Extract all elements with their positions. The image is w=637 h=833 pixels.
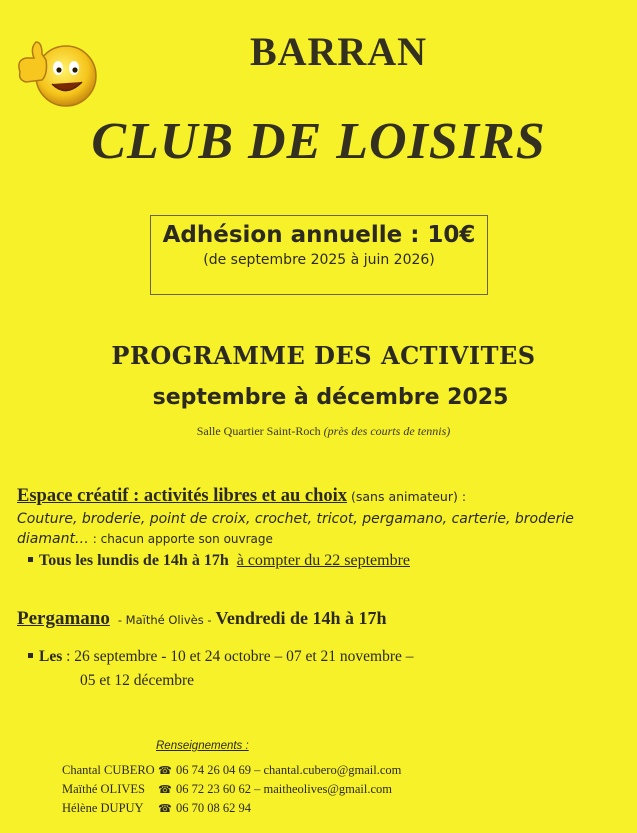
contact-row	[62, 782, 392, 797]
pergamano-dates	[28, 648, 414, 666]
phone-icon: ☎	[158, 783, 172, 796]
contact-details: 06 72 23 60 62 – maitheolives@gmail.com	[176, 782, 392, 796]
info-heading: Renseignements :	[156, 740, 249, 752]
contact-name: Chantal CUBERO	[62, 763, 155, 777]
espace-title: Espace créatif : activités libres et au choix	[17, 486, 348, 506]
membership-box	[150, 215, 488, 295]
membership-period: (de septembre 2025 à juin 2026)	[203, 252, 435, 268]
espace-activities	[17, 509, 627, 549]
program-title: PROGRAMME DES ACTIVITES	[111, 341, 536, 370]
membership-fee: Adhésion annuelle : 10€	[162, 222, 476, 248]
contact-details: 06 70 08 62 94	[176, 801, 251, 815]
espace-start-date: à compter du 22 septembre	[236, 552, 410, 569]
contact-name: Hélène DUPUY	[62, 801, 144, 815]
venue	[0, 424, 637, 439]
espace-activity-list: Couture, broderie, point de croix, crochet, tricot, pergamano, carterie, broderie diamant…	[17, 511, 574, 547]
pergamano-dates-line2: 05 et 12 décembre	[80, 672, 195, 689]
espace-activity-note: : chacun apporte son ouvrage	[88, 532, 273, 546]
contact-row	[62, 763, 401, 778]
espace-schedule	[28, 552, 410, 570]
contact-row	[62, 801, 251, 816]
espace-schedule-days: Tous les lundis de 14h à 17h	[39, 552, 229, 569]
pergamano-host: - Maïthé Olivès -	[117, 613, 212, 627]
phone-icon: ☎	[158, 802, 172, 815]
venue-name: Salle Quartier Saint-Roch	[196, 424, 321, 438]
pergamano-time: Vendredi de 14h à 17h	[215, 608, 387, 628]
pergamano-dates-line1: : 26 septembre - 10 et 24 octobre – 07 et 21 novembre –	[62, 648, 414, 665]
pergamano-heading	[17, 608, 387, 630]
espace-heading	[17, 486, 466, 507]
town-title: BARRAN	[249, 29, 428, 74]
contact-details: 06 74 26 04 69 – chantal.cubero@gmail.com	[176, 763, 402, 777]
phone-icon: ☎	[158, 764, 172, 777]
espace-note: (sans animateur) :	[347, 489, 467, 504]
square-bullet-icon	[28, 557, 33, 562]
club-title: CLUB DE LOISIRS	[91, 113, 546, 170]
square-bullet-icon	[28, 653, 33, 658]
program-period: septembre à décembre 2025	[152, 385, 509, 410]
venue-note: (près des courts de tennis)	[323, 424, 451, 438]
contact-name: Maïthé OLIVES	[62, 782, 145, 796]
pergamano-title: Pergamano	[17, 608, 110, 629]
pergamano-dates-label: Les	[39, 648, 63, 665]
